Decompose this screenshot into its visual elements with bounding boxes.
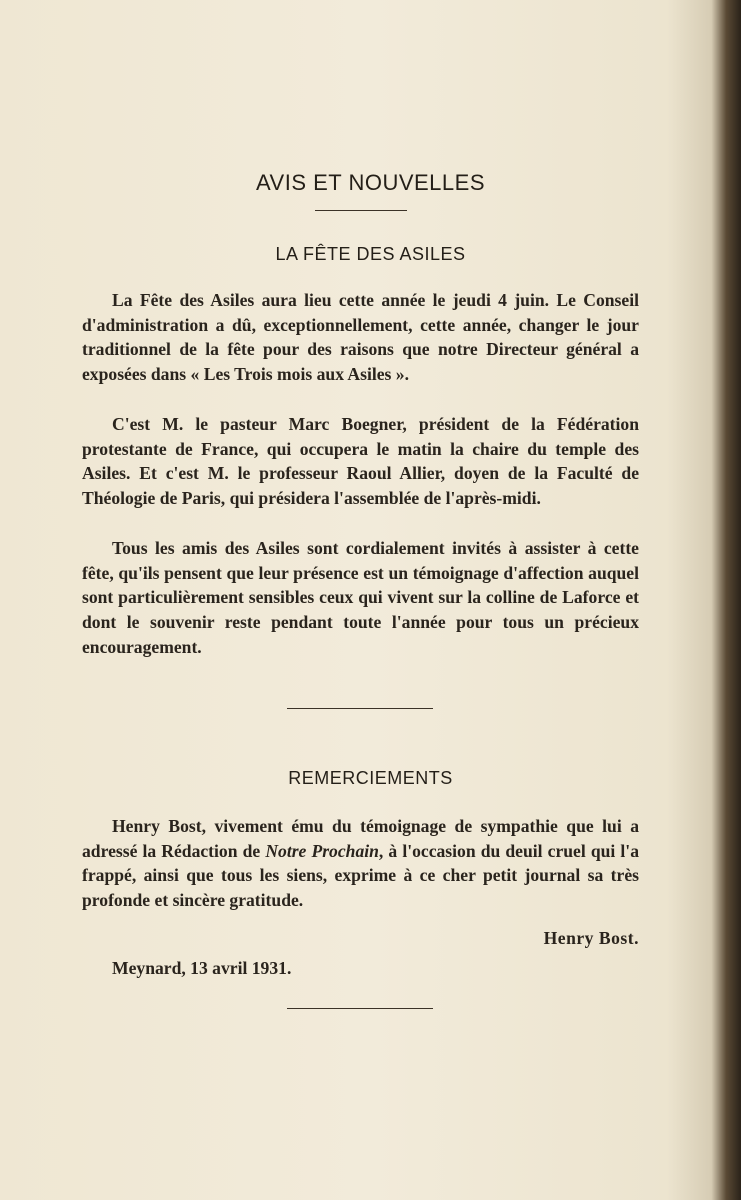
section-title-remerciements: REMERCIEMENTS xyxy=(288,768,453,788)
end-divider xyxy=(287,1008,433,1009)
signature: Henry Bost. xyxy=(543,928,639,948)
paragraph-fete-speakers: C'est M. le pasteur Marc Boegner, président de la Fédération protestante de France, qui occupera le matin la chaire du temple des Asiles. Et c'est M. le professeur Raoul Allier, doyen de la Faculté de Théologie de Paris, qui présidera l'assemblée de l'après-midi. xyxy=(82,414,639,509)
remerciements-text-start: Henry Bost, vivement ému du témoignage de sympathie que lui a adressé la Rédaction de xyxy=(82,816,639,861)
main-title: AVIS ET NOUVELLES xyxy=(256,170,485,195)
dateline: Meynard, 13 avril 1931. xyxy=(112,958,292,978)
remerciements-text-end: , à l'occasion du deuil cruel qui l'a frappé, ainsi que tous les siens, exprime à ce cher petit journal sa très profonde et sincère gratitude. xyxy=(82,840,639,911)
section-divider xyxy=(287,708,433,709)
paragraph-fete-date: La Fête des Asiles aura lieu cette année le jeudi 4 juin. Le Conseil d'administration a dû, exceptionnellement, cette année, changer le jour traditionnel de la fête pour des raisons que notre Directeur général a exposées dans « Les Trois mois aux Asiles ». xyxy=(82,290,639,385)
title-divider xyxy=(315,210,407,211)
paragraph-remerciements xyxy=(82,814,639,913)
section-title-fete: LA FÊTE DES ASILES xyxy=(275,244,466,264)
journal-title: Notre Prochain xyxy=(265,840,379,861)
paragraph-fete-invitation: Tous les amis des Asiles sont cordialement invités à assister à cette fête, qu'ils pensent que leur présence est un témoignage d'affection auquel sont particulièrement sensibles ceux qui vivent sur la colline de Laforce et dont le souvenir reste pendant toute l'année pour tous un précieux encouragement. xyxy=(82,538,639,657)
